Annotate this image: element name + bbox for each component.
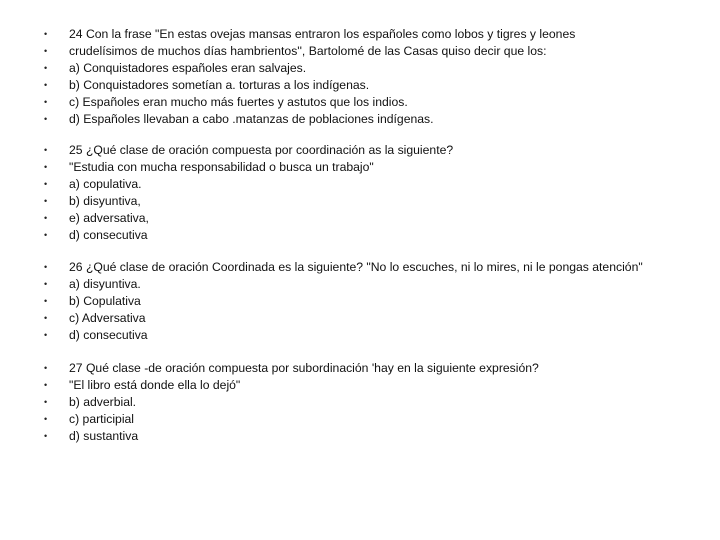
bullet: • — [44, 296, 48, 306]
question-25-line-2 — [0, 159, 720, 176]
question-25-stem: 25 ¿Qué clase de oración compuesta por coordinación as la siguiente? — [69, 143, 454, 157]
question-26-option-a — [0, 276, 720, 293]
option-text: d) sustantiva — [69, 429, 139, 443]
option-text: d) Españoles llevaban a cabo .matanzas de poblaciones indígenas. — [69, 112, 434, 126]
bullet: • — [44, 363, 48, 373]
option-text: d) consecutiva — [69, 228, 148, 242]
question-25-line-1 — [0, 142, 720, 159]
option-text: b) disyuntiva, — [69, 194, 141, 208]
bullet: • — [44, 196, 48, 206]
question-27-quote: "El libro está donde ella lo dejó" — [69, 378, 241, 392]
question-26-option-d — [0, 327, 720, 344]
bullet: • — [44, 431, 48, 441]
question-27-line-1 — [0, 360, 720, 377]
option-text: c) Españoles eran mucho más fuertes y astutos que los indios. — [69, 95, 408, 109]
question-24-option-c — [0, 94, 720, 111]
bullet: • — [44, 97, 48, 107]
bullet: • — [44, 80, 48, 90]
question-26-option-b — [0, 293, 720, 310]
bullet: • — [44, 380, 48, 390]
option-text: c) participial — [69, 412, 135, 426]
question-25-quote: "Estudia con mucha responsabilidad o busca un trabajo" — [69, 160, 374, 174]
bullet: • — [44, 162, 48, 172]
option-text: e) adversativa, — [69, 211, 149, 225]
question-26-line-1 — [0, 259, 720, 276]
question-26-stem: 26 ¿Qué clase de oración Coordinada es la siguiente? "No lo escuches, ni lo mires, ni le pongas atención" — [69, 260, 643, 274]
bullet: • — [44, 29, 48, 39]
option-text: b) Copulativa — [69, 294, 141, 308]
bullet: • — [44, 114, 48, 124]
bullet: • — [44, 330, 48, 340]
bullet: • — [44, 179, 48, 189]
question-27-option-d — [0, 428, 720, 445]
question-26-option-c — [0, 310, 720, 327]
bullet: • — [44, 63, 48, 73]
question-25-option-e — [0, 210, 720, 227]
question-25-option-d — [0, 227, 720, 244]
bullet: • — [44, 414, 48, 424]
question-27-line-2 — [0, 377, 720, 394]
bullet: • — [44, 46, 48, 56]
question-24-option-b — [0, 77, 720, 94]
question-24-option-a — [0, 60, 720, 77]
option-text: b) Conquistadores sometían a. torturas a los indígenas. — [69, 78, 370, 92]
option-text: b) adverbial. — [69, 395, 137, 409]
question-27-option-b — [0, 394, 720, 411]
question-24-stem-cont: crudelísimos de muchos días hambrientos'', Bartolomé de las Casas quiso decir que los: — [69, 44, 547, 58]
bullet: • — [44, 145, 48, 155]
question-25-option-a — [0, 176, 720, 193]
bullet: • — [44, 262, 48, 272]
bullet: • — [44, 313, 48, 323]
option-text: a) copulativa. — [69, 177, 142, 191]
question-27-stem: 27 Qué clase -de oración compuesta por subordinación 'hay en la siguiente expresión? — [69, 361, 539, 375]
question-25-option-b — [0, 193, 720, 210]
bullet: • — [44, 213, 48, 223]
option-text: a) disyuntiva. — [69, 277, 141, 291]
question-24-line-1 — [0, 26, 720, 43]
question-24-stem: 24 Con la frase "En estas ovejas mansas entraron los españoles como lobos y tigres y leones — [69, 27, 576, 41]
question-24-line-2 — [0, 43, 720, 60]
bullet: • — [44, 230, 48, 240]
option-text: a) Conquistadores españoles eran salvajes. — [69, 61, 307, 75]
question-24-option-d — [0, 111, 720, 128]
option-text: d) consecutiva — [69, 328, 148, 342]
question-27-option-c — [0, 411, 720, 428]
bullet: • — [44, 397, 48, 407]
option-text: c) Adversativa — [69, 311, 146, 325]
bullet: • — [44, 279, 48, 289]
